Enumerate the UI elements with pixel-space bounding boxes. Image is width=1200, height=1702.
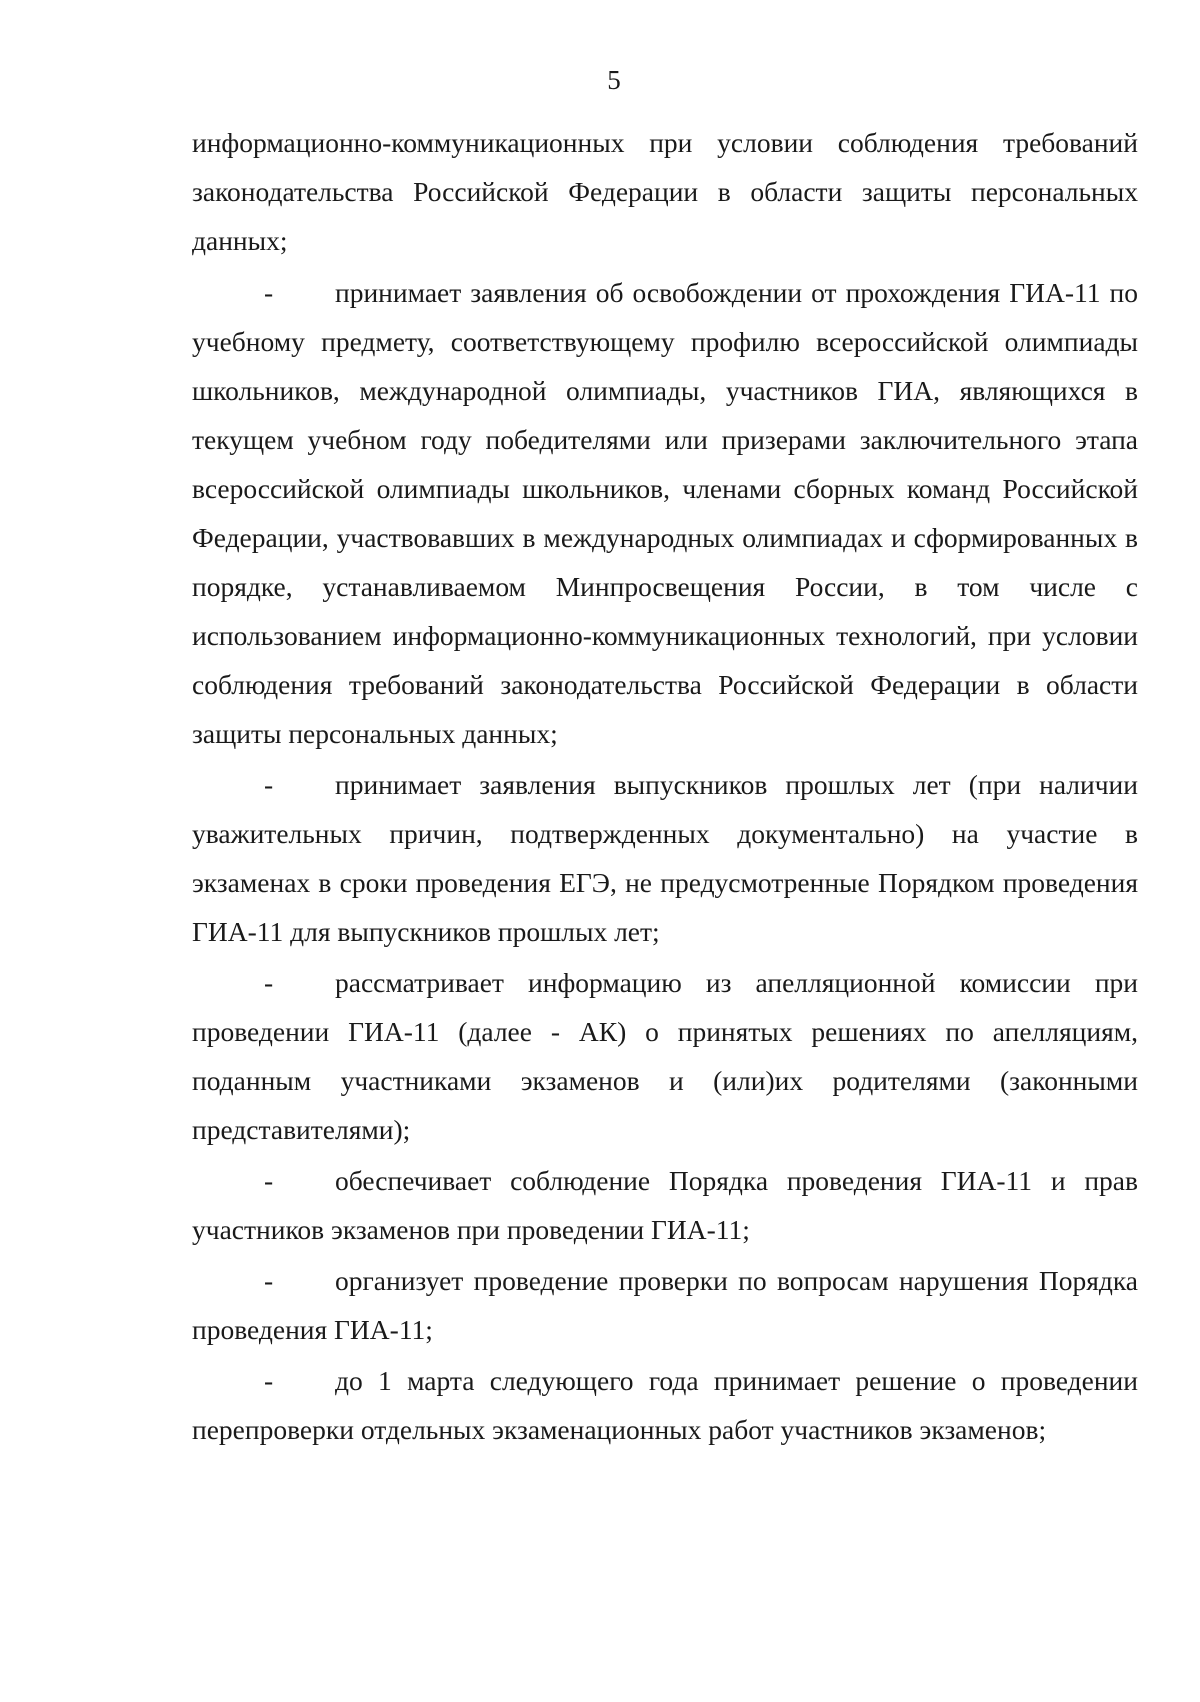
list-item-text: рассматривает информацию из апелляционной комиссии при проведении ГИА-11 (далее - АК) о принятых решениях по апелляциям, поданным участниками экзаменов и (или)их родителями (законными представителями); <box>192 967 1138 1145</box>
page-number: 5 <box>607 65 621 95</box>
list-item <box>192 1256 1138 1354</box>
list-dash: - <box>264 769 274 800</box>
paragraph-text: информационно-коммуникационных при условии соблюдения требований законодательства Российской Федерации в области защиты персональных данных; <box>192 127 1138 256</box>
list-item <box>192 1356 1138 1454</box>
list-dash: - <box>264 277 274 308</box>
list-item-text: до 1 марта следующего года принимает решение о проведении перепроверки отдельных экзаменационных работ участников экзаменов; <box>192 1365 1138 1445</box>
list-dash: - <box>264 1365 274 1396</box>
list-item <box>192 1156 1138 1254</box>
list-dash: - <box>264 967 274 998</box>
list-item <box>192 268 1138 758</box>
list-item <box>192 760 1138 956</box>
list-item-text: принимает заявления выпускников прошлых лет (при наличии уважительных причин, подтвержденных документально) на участие в экзаменах в сроки проведения ЕГЭ, не предусмотренные Порядком проведения ГИА-11 для выпускников прошлых лет; <box>192 769 1138 947</box>
paragraph-continuation <box>192 118 1138 265</box>
list-dash: - <box>264 1165 274 1196</box>
list-item <box>192 958 1138 1154</box>
list-dash: - <box>264 1265 274 1296</box>
list-item-text: организует проведение проверки по вопросам нарушения Порядка проведения ГИА-11; <box>192 1265 1138 1345</box>
document-body <box>192 118 1138 1454</box>
list-item-text: принимает заявления об освобождении от прохождения ГИА-11 по учебному предмету, соответствующему профилю всероссийской олимпиады школьников, международной олимпиады, участников ГИА, являющихся в текущем учебном году победителями или призерами заключительного этапа всероссийской олимпиады школьников, членами сборных команд Российской Федерации, участвовавших в международных олимпиадах и сформированных в порядке, устанавливаемом Минпросвещения России, в том числе с использованием информационно-коммуникационных технологий, при условии соблюдения требований законодательства Российской Федерации в области защиты персональных данных; <box>192 277 1138 749</box>
list-item-text: обеспечивает соблюдение Порядка проведения ГИА-11 и прав участников экзаменов при проведении ГИА-11; <box>192 1165 1138 1245</box>
